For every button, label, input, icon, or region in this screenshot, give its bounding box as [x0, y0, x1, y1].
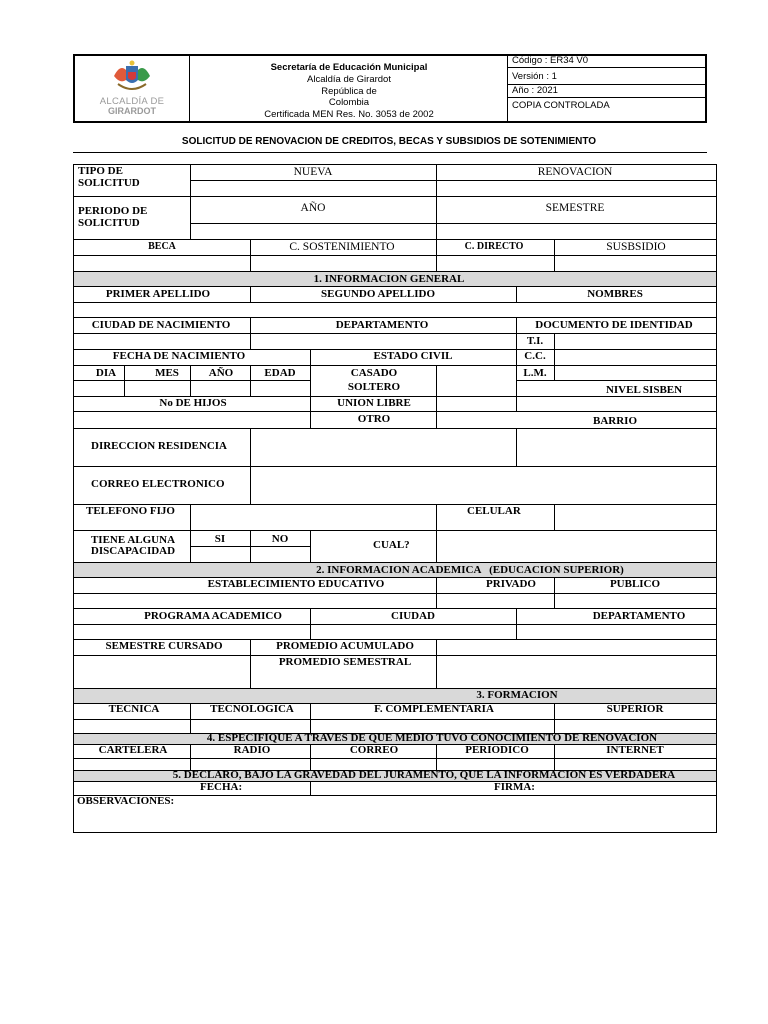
sisben-label: NIVEL SISBEN	[605, 384, 683, 396]
program-label: PROGRAMA ACADEMICO	[144, 610, 282, 622]
married-label: CASADO	[350, 367, 398, 379]
city-input[interactable]	[311, 625, 515, 638]
header-title: Secretaría de Educación Municipal	[270, 62, 428, 73]
single-label: SOLTERO	[347, 381, 401, 393]
superior-label: SUPERIOR	[606, 703, 664, 715]
program-input[interactable]	[75, 625, 309, 638]
institution-label: ESTABLECIMIENTO EDUCATIVO	[207, 578, 385, 590]
cumulative-avg-input[interactable]	[437, 640, 715, 654]
sisben-input[interactable]	[517, 397, 715, 410]
doc-year: Año : 2021	[512, 85, 558, 96]
private-label: PRIVADO	[486, 578, 536, 590]
header-org2: República de	[321, 86, 377, 97]
option-new[interactable]: NUEVA	[293, 166, 333, 178]
phone-label: TELEFONO FIJO	[86, 505, 175, 517]
section5-title: 5. DECLARO, BAJO LA GRAVEDAD DEL JURAMENTO, QUE LA INFORMACION ES VERDADERA	[172, 769, 676, 781]
married-checkbox[interactable]	[437, 366, 515, 380]
semester-input[interactable]	[75, 656, 249, 687]
date-input[interactable]	[245, 782, 309, 794]
sostenimiento-label: C. SOSTENIMIENTO	[289, 241, 395, 253]
which-input[interactable]	[437, 531, 715, 561]
first-surname-input[interactable]	[75, 303, 249, 316]
other-checkbox[interactable]	[437, 412, 515, 427]
second-surname-input[interactable]	[251, 303, 515, 316]
mobile-input[interactable]	[555, 505, 715, 529]
phone-input[interactable]	[191, 505, 435, 529]
cc-input[interactable]	[555, 350, 715, 364]
department-label: DEPARTAMENTO	[335, 319, 429, 331]
directo-input[interactable]	[437, 256, 553, 270]
logo-text-line2: GIRARDOT	[108, 106, 156, 116]
year-label: AÑO	[208, 367, 234, 379]
birth-city-label: CIUDAD DE NACIMIENTO	[91, 319, 231, 331]
free-union-checkbox[interactable]	[437, 397, 515, 410]
periodico-checkbox[interactable]	[437, 759, 553, 769]
request-period-label: PERIODO DE SOLICITUD	[78, 205, 148, 229]
date-label: FECHA:	[200, 781, 243, 793]
single-checkbox[interactable]	[437, 381, 515, 395]
id-document-label: DOCUMENTO DE IDENTIDAD	[535, 319, 693, 331]
new-input[interactable]	[191, 181, 435, 195]
names-input[interactable]	[517, 303, 715, 316]
option-renewal[interactable]: RENOVACION	[537, 166, 613, 178]
day-input[interactable]	[75, 381, 123, 395]
tecnica-checkbox[interactable]	[75, 720, 189, 732]
birth-city-input[interactable]	[75, 334, 249, 348]
institution-input[interactable]	[75, 594, 435, 607]
civil-status-label: ESTADO CIVIL	[373, 350, 453, 362]
complementaria-label: F. COMPLEMENTARIA	[374, 703, 494, 715]
children-input[interactable]	[75, 412, 309, 427]
period-semester-label: SEMESTRE	[545, 202, 605, 214]
radio-label: RADIO	[233, 744, 271, 756]
observations-label: OBSERVACIONES:	[77, 795, 175, 807]
birth-date-label: FECHA DE NACIMIENTO	[112, 350, 246, 362]
alcaldia-logo	[92, 58, 172, 120]
form-title: SOLICITUD DE RENOVACION DE CREDITOS, BECAS Y SUBSIDIOS DE SOTENIMIENTO	[181, 136, 597, 147]
correo-label: CORREO	[349, 744, 399, 756]
tecnologica-checkbox[interactable]	[191, 720, 309, 732]
sostenimiento-input[interactable]	[251, 256, 435, 270]
free-union-label: UNION LIBRE	[337, 397, 411, 409]
disability-no-checkbox[interactable]	[251, 547, 309, 561]
superior-checkbox[interactable]	[555, 720, 715, 732]
header-cert: Certificada MEN Res. No. 3053 de 2002	[264, 109, 434, 120]
doc-copy-status: COPIA CONTROLADA	[512, 100, 610, 111]
semestral-avg-label: PROMEDIO SEMESTRAL	[278, 656, 412, 668]
ti-input[interactable]	[555, 334, 715, 348]
neighborhood-input[interactable]	[517, 429, 715, 465]
academic-department-label: DEPARTAMENTO	[592, 610, 686, 622]
email-input[interactable]	[251, 467, 715, 503]
cartelera-label: CARTELERA	[98, 744, 168, 756]
cc-label: C.C.	[524, 350, 546, 362]
doc-version: Versión : 1	[512, 71, 557, 82]
age-input[interactable]	[251, 381, 309, 395]
doc-code: Código : ER34 V0	[512, 55, 589, 66]
disability-label: TIENE ALGUNA DISCAPACIDAD	[90, 534, 176, 557]
radio-checkbox[interactable]	[191, 759, 309, 769]
signature-input[interactable]	[540, 782, 715, 794]
cumulative-avg-label: PROMEDIO ACUMULADO	[276, 640, 414, 652]
cartelera-checkbox[interactable]	[75, 759, 189, 769]
header-org3: Colombia	[328, 97, 370, 108]
internet-checkbox[interactable]	[555, 759, 715, 769]
year-input[interactable]	[191, 381, 249, 395]
section4-title: 4. ESPECIFIQUE A TRAVES DE QUE MEDIO TUVO CONOCIMIENTO DE RENOVACION	[206, 732, 658, 744]
neighborhood-label: BARRIO	[592, 415, 638, 427]
semestral-avg-input[interactable]	[437, 656, 715, 687]
section1-title: 1. INFORMACION GENERAL	[313, 273, 465, 285]
section2-title: 2. INFORMACION ACADEMICA (EDUCACION SUPERIOR)	[316, 564, 624, 576]
semester-label: SEMESTRE CURSADO	[105, 640, 223, 652]
beca-input[interactable]	[75, 256, 249, 270]
periodico-label: PERIODICO	[465, 744, 529, 756]
age-label: EDAD	[264, 367, 296, 379]
second-surname-label: SEGUNDO APELLIDO	[321, 288, 435, 300]
lm-label: L.M.	[523, 367, 547, 379]
department-input[interactable]	[251, 334, 515, 348]
address-input[interactable]	[251, 429, 515, 465]
period-semester-input[interactable]	[437, 224, 715, 238]
correo-checkbox[interactable]	[311, 759, 435, 769]
names-label: NOMBRES	[587, 288, 643, 300]
disability-yes-label: SI	[214, 533, 226, 545]
request-type-label: TIPO DE SOLICITUD	[78, 165, 140, 189]
first-surname-label: PRIMER APELLIDO	[105, 288, 211, 300]
children-label: No DE HIJOS	[159, 397, 227, 409]
disability-no-label: NO	[271, 533, 289, 545]
academic-department-input[interactable]	[517, 625, 715, 638]
header-org1: Alcaldía de Girardot	[307, 74, 391, 85]
observations-input[interactable]	[75, 808, 715, 832]
period-year-input[interactable]	[191, 224, 435, 238]
which-label: CUAL?	[373, 539, 410, 551]
disability-yes-checkbox[interactable]	[191, 547, 249, 561]
other-label: OTRO	[357, 413, 391, 425]
subsidio-label: SUSBSIDIO	[606, 241, 666, 253]
signature-label: FIRMA:	[494, 781, 535, 793]
period-year-label: AÑO	[300, 202, 326, 214]
month-input[interactable]	[125, 381, 189, 395]
address-label: DIRECCION RESIDENCIA	[91, 440, 227, 452]
mobile-label: CELULAR	[467, 505, 521, 517]
city-label: CIUDAD	[391, 610, 435, 622]
complementaria-checkbox[interactable]	[311, 720, 553, 732]
public-label: PUBLICO	[609, 578, 661, 590]
beca-label: BECA	[148, 241, 176, 252]
month-label: MES	[155, 367, 179, 379]
section3-title: 3. FORMACION	[476, 689, 558, 701]
tecnica-label: TECNICA	[108, 703, 160, 715]
lm-input[interactable]	[555, 366, 715, 379]
day-label: DIA	[95, 367, 117, 379]
renewal-input[interactable]	[437, 181, 715, 195]
tecnologica-label: TECNOLOGICA	[210, 703, 294, 715]
private-checkbox[interactable]	[437, 594, 553, 607]
directo-label: C. DIRECTO	[464, 241, 524, 252]
coat-of-arms-icon	[92, 58, 172, 98]
internet-label: INTERNET	[606, 744, 664, 756]
subsidio-input[interactable]	[555, 256, 715, 270]
email-label: CORREO ELECTRONICO	[91, 478, 225, 490]
ti-label: T.I.	[526, 335, 544, 347]
logo-text-line1: ALCALDÍA DE	[99, 96, 165, 107]
public-checkbox[interactable]	[555, 594, 715, 607]
